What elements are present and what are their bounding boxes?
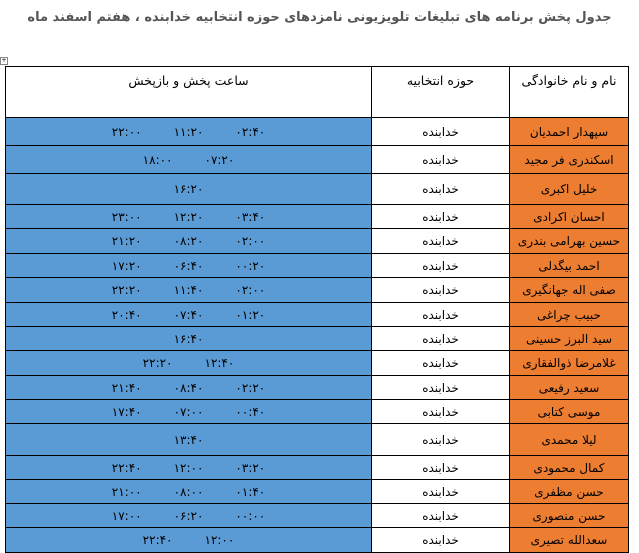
broadcast-time: ۱۷:۲۰ bbox=[111, 258, 142, 273]
district: خدابنده bbox=[372, 528, 510, 553]
table-row bbox=[6, 254, 629, 278]
broadcast-time: ۱۷:۴۰ bbox=[111, 404, 142, 419]
table-row bbox=[6, 229, 629, 254]
broadcast-time: ۰۸:۲۰ bbox=[173, 234, 204, 248]
page-title: جدول پخش برنامه های تبلیغات تلویزیونی نامزدهای حوزه انتخابیه خدابنده ، هفتم اسفند ماه bbox=[27, 10, 612, 25]
district: خدابنده bbox=[372, 146, 510, 174]
broadcast-times bbox=[6, 278, 372, 303]
candidate-name: احسان اکرادی bbox=[510, 205, 629, 229]
broadcast-time: ۰۶:۲۰ bbox=[173, 508, 204, 523]
broadcast-time: ۱۶:۴۰ bbox=[173, 331, 204, 346]
header-times: ساعت پخش و بازپخش bbox=[6, 67, 372, 118]
table-row bbox=[6, 480, 629, 504]
candidate-name: سعید رفیعی bbox=[510, 376, 629, 400]
broadcast-time: ۲۲:۴۰ bbox=[111, 460, 142, 475]
broadcast-time: ۱۲:۲۰ bbox=[173, 209, 204, 224]
table-row bbox=[6, 327, 629, 351]
candidate-name: صفی اله جهانگیری bbox=[510, 278, 629, 303]
broadcast-times bbox=[6, 376, 372, 400]
table-row bbox=[6, 424, 629, 456]
district: خدابنده bbox=[372, 205, 510, 229]
district: خدابنده bbox=[372, 327, 510, 351]
broadcast-times bbox=[6, 146, 372, 174]
candidate-name: سید البرز حسینی bbox=[510, 327, 629, 351]
district: خدابنده bbox=[372, 254, 510, 278]
district: خدابنده bbox=[372, 456, 510, 480]
table-row bbox=[6, 278, 629, 303]
broadcast-times bbox=[6, 351, 372, 376]
broadcast-time: ۰۰:۰۰ bbox=[235, 508, 266, 523]
broadcast-time: ۰۲:۴۰ bbox=[235, 124, 266, 139]
district: خدابنده bbox=[372, 480, 510, 504]
broadcast-time: ۱۳:۴۰ bbox=[173, 432, 204, 447]
broadcast-time: ۱۲:۴۰ bbox=[204, 356, 235, 370]
broadcast-time: ۲۲:۲۰ bbox=[142, 356, 173, 370]
district: خدابنده bbox=[372, 424, 510, 456]
district: خدابنده bbox=[372, 504, 510, 528]
candidate-name: احمد بیگدلی bbox=[510, 254, 629, 278]
table-row bbox=[6, 504, 629, 528]
broadcast-time: ۲۱:۰۰ bbox=[111, 484, 142, 499]
broadcast-time: ۱۶:۲۰ bbox=[173, 182, 204, 196]
broadcast-time: ۱۱:۴۰ bbox=[173, 283, 204, 297]
broadcast-times bbox=[6, 480, 372, 504]
table-row bbox=[6, 376, 629, 400]
candidate-name: کمال محمودی bbox=[510, 456, 629, 480]
broadcast-times bbox=[6, 400, 372, 424]
table-move-handle[interactable]: + bbox=[1, 57, 7, 64]
table-row bbox=[6, 528, 629, 553]
broadcast-time: ۱۸:۰۰ bbox=[142, 152, 173, 167]
broadcast-time: ۰۱:۴۰ bbox=[235, 484, 266, 499]
candidate-name: غلامرضا ذوالفقاری bbox=[510, 351, 629, 376]
table-row bbox=[6, 351, 629, 376]
broadcast-time: ۰۰:۲۰ bbox=[235, 258, 266, 273]
district: خدابنده bbox=[372, 174, 510, 205]
table-row bbox=[6, 146, 629, 174]
district: خدابنده bbox=[372, 278, 510, 303]
district: خدابنده bbox=[372, 351, 510, 376]
broadcast-times bbox=[6, 118, 372, 146]
broadcast-time: ۰۰:۴۰ bbox=[235, 404, 266, 419]
broadcast-time: ۱۲:۰۰ bbox=[204, 533, 235, 547]
district: خدابنده bbox=[372, 229, 510, 254]
broadcast-times bbox=[6, 504, 372, 528]
header-row bbox=[6, 67, 629, 118]
schedule-table bbox=[5, 66, 629, 553]
broadcast-time: ۰۷:۴۰ bbox=[173, 307, 204, 322]
header-district: حوزه انتخابیه bbox=[372, 67, 510, 118]
broadcast-time: ۰۶:۴۰ bbox=[173, 258, 204, 273]
candidate-name: حبیب چراغی bbox=[510, 303, 629, 327]
candidate-name: لیلا محمدی bbox=[510, 424, 629, 456]
broadcast-times bbox=[6, 528, 372, 553]
broadcast-time: ۰۲:۰۰ bbox=[235, 234, 266, 248]
table-row bbox=[6, 456, 629, 480]
broadcast-time: ۰۱:۲۰ bbox=[235, 307, 266, 322]
district: خدابنده bbox=[372, 303, 510, 327]
table-row bbox=[6, 174, 629, 205]
broadcast-times bbox=[6, 174, 372, 205]
candidate-name: اسکندری فر مجید bbox=[510, 146, 629, 174]
candidate-name: سعدالله تصیری bbox=[510, 528, 629, 553]
broadcast-times bbox=[6, 254, 372, 278]
broadcast-times bbox=[6, 229, 372, 254]
candidate-name: موسی کتابی bbox=[510, 400, 629, 424]
table-row bbox=[6, 400, 629, 424]
broadcast-time: ۰۲:۰۰ bbox=[235, 283, 266, 297]
broadcast-time: ۰۷:۲۰ bbox=[204, 152, 235, 167]
broadcast-time: ۰۳:۲۰ bbox=[235, 460, 266, 475]
broadcast-time: ۰۸:۴۰ bbox=[173, 380, 204, 395]
header-name: نام و نام خانوادگی bbox=[510, 67, 629, 118]
broadcast-times bbox=[6, 205, 372, 229]
candidate-name: حسن مظفری bbox=[510, 480, 629, 504]
broadcast-time: ۱۲:۰۰ bbox=[173, 460, 204, 475]
broadcast-time: ۲۰:۴۰ bbox=[111, 307, 142, 322]
broadcast-time: ۰۳:۴۰ bbox=[235, 209, 266, 224]
broadcast-time: ۰۲:۲۰ bbox=[235, 380, 266, 395]
broadcast-time: ۲۱:۲۰ bbox=[111, 234, 142, 248]
broadcast-times bbox=[6, 327, 372, 351]
broadcast-time: ۲۲:۰۰ bbox=[111, 124, 142, 139]
district: خدابنده bbox=[372, 376, 510, 400]
candidate-name: حسین بهرامی بندری bbox=[510, 229, 629, 254]
broadcast-time: ۱۷:۰۰ bbox=[111, 508, 142, 523]
candidate-name: خلیل اکبری bbox=[510, 174, 629, 205]
district: خدابنده bbox=[372, 118, 510, 146]
broadcast-times bbox=[6, 303, 372, 327]
table-row bbox=[6, 118, 629, 146]
candidate-name: حسن منصوری bbox=[510, 504, 629, 528]
broadcast-time: ۰۸:۰۰ bbox=[173, 484, 204, 499]
broadcast-time: ۲۳:۰۰ bbox=[111, 209, 142, 224]
broadcast-times bbox=[6, 424, 372, 456]
broadcast-time: ۲۲:۴۰ bbox=[142, 533, 173, 547]
broadcast-time: ۲۱:۴۰ bbox=[111, 380, 142, 395]
table-row bbox=[6, 303, 629, 327]
broadcast-times bbox=[6, 456, 372, 480]
broadcast-time: ۲۲:۲۰ bbox=[111, 283, 142, 297]
broadcast-time: ۱۱:۲۰ bbox=[173, 124, 204, 139]
district: خدابنده bbox=[372, 400, 510, 424]
table-row bbox=[6, 205, 629, 229]
broadcast-time: ۰۷:۰۰ bbox=[173, 404, 204, 419]
candidate-name: سپهدار احمدیان bbox=[510, 118, 629, 146]
